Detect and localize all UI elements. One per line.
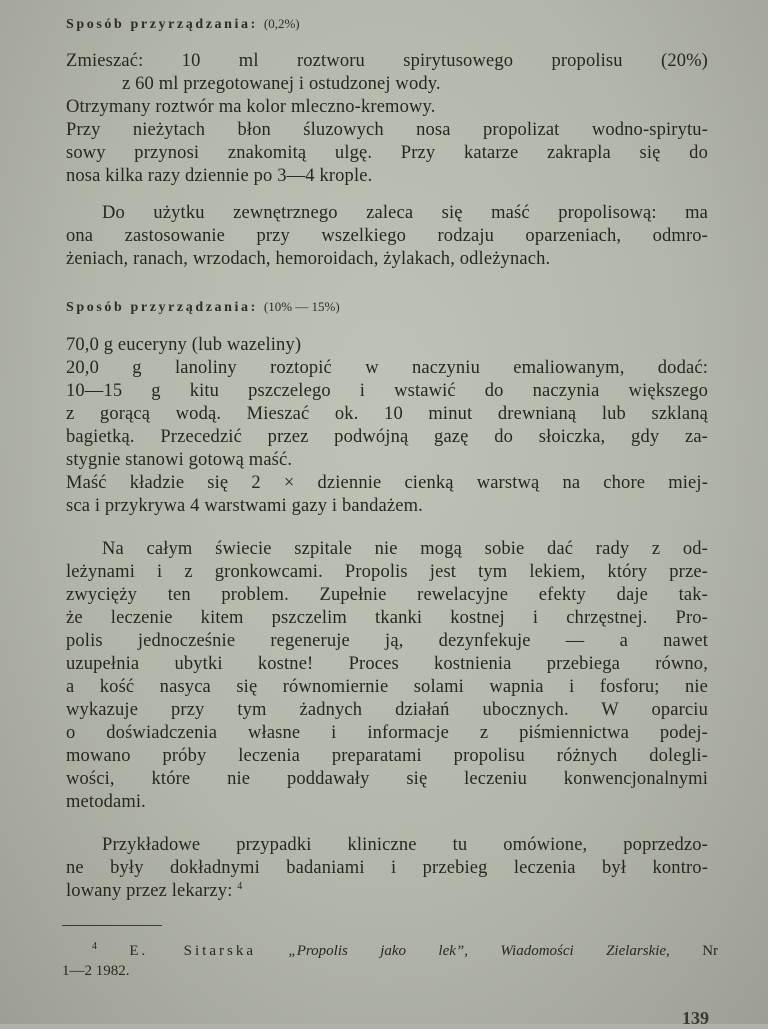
text-line: 10—15 g kitu pszczelego i wstawić do naczynia większego: [66, 381, 708, 401]
text-line: z 60 ml przegotowanej i ostudzonej wody.: [122, 74, 441, 94]
text-line: bagietką. Przecedzić przez podwójną gazę do słoiczka, gdy za-: [66, 427, 708, 447]
text-line: ona zastosowanie przy wszelkiego rodzaju oparzeniach, odmro-: [66, 226, 708, 246]
footnote-mark: 4: [92, 941, 97, 952]
text-line: [66, 880, 708, 903]
footnote-author: E. Sitarska: [129, 943, 256, 959]
text-line: wykazuje przy tym żadnych działań ubocznych. W oparciu: [66, 700, 708, 720]
footnote-nr: Nr: [702, 943, 719, 959]
text-line: a kość nasyca się równomiernie solami wapnia i fosforu; nie: [66, 677, 708, 697]
text-line: stygnie stanowi gotową maść.: [66, 450, 293, 470]
text-line: 70,0 g euceryny (lub wazeliny): [66, 335, 302, 355]
text-line: Otrzymany roztwór ma kolor mleczno-kremowy.: [66, 97, 436, 117]
footnote-issue: 1—2 1982.: [62, 963, 130, 979]
text-line: Przy nieżytach błon śluzowych nosa propolizat wodno-spirytu-: [66, 120, 708, 140]
text-line: leżynami i z gronkowcami. Propolis jest tym lekiem, który prze-: [66, 562, 708, 582]
text-line-content: lowany przez lekarzy:: [66, 881, 233, 901]
recipe-heading-percent: (0,2%): [263, 16, 300, 31]
footnote-divider: [62, 925, 162, 926]
recipe-block-1: [66, 50, 708, 188]
recipe-heading-label: Sposób przyrządzania:: [66, 17, 258, 32]
text-line: że leczenie kitem pszczelim tkanki kostnej i chrzęstnej. Pro-: [66, 608, 708, 628]
footnote-reference: 4: [237, 880, 243, 892]
text-line: mowano próby leczenia preparatami propolisu różnych dolegli-: [66, 746, 708, 766]
text-line: Do użytku zewnętrznego zaleca się maść propolisową: ma: [102, 203, 708, 223]
paragraph-bedsores: [66, 538, 708, 814]
footnote-line: [62, 941, 718, 961]
page-number: 139: [682, 1008, 709, 1028]
recipe-block-2: [66, 334, 708, 518]
recipe-heading-1: [66, 16, 300, 33]
text-line: o doświadczenia własne i informacje z piśmiennictwa podej-: [66, 723, 708, 743]
recipe-heading-percent: (10% — 15%): [263, 299, 340, 314]
text-line: nosa kilka razy dziennie po 3—4 krople.: [66, 166, 373, 186]
recipe-heading-label: Sposób przyrządzania:: [66, 300, 258, 315]
text-line: polis jednocześnie regeneruje ją, dezynfekuje — a nawet: [66, 631, 708, 651]
text-line: wości, które nie poddawały się leczeniu konwencjonalnymi: [66, 769, 708, 789]
paragraph-external-use: [66, 202, 708, 271]
text-line: Zmieszać: 10 ml roztworu spirytusowego propolisu (20%): [66, 51, 708, 71]
footnote: [62, 941, 718, 981]
text-line: uzupełnia ubytki kostne! Proces kostnienia przebiega równo,: [66, 654, 708, 674]
text-line: 20,0 g lanoliny roztopić w naczyniu emaliowanym, dodać:: [66, 358, 708, 378]
text-line: zwycięży ten problem. Zupełnie rewelacyjne efekty daje tak-: [66, 585, 708, 605]
paragraph-clinical-cases: [66, 834, 708, 903]
text-line: z gorącą wodą. Mieszać ok. 10 minut drewnianą lub szklaną: [66, 404, 708, 424]
text-line: Maść kładzie się 2 × dziennie cienką warstwą na chore miej-: [66, 473, 708, 493]
text-line: sca i przykrywa 4 warstwami gazy i bandażem.: [66, 496, 423, 516]
text-line: metodami.: [66, 792, 146, 812]
footnote-journal: Wiadomości Zielarskie,: [500, 943, 670, 959]
footnote-title: „Propolis jako lek”,: [288, 943, 468, 959]
text-line: żeniach, ranach, wrzodach, hemoroidach, żylakach, odleżynach.: [66, 249, 551, 269]
text-line: ne były dokładnymi badaniami i przebieg leczenia był kontro-: [66, 858, 708, 878]
text-line: Przykładowe przypadki kliniczne tu omówione, poprzedzo-: [102, 835, 708, 855]
text-line: Na całym świecie szpitale nie mogą sobie dać rady z od-: [102, 539, 708, 559]
text-line: sowy przynosi znakomitą ulgę. Przy katarze zakrapla się do: [66, 143, 708, 163]
recipe-heading-2: [66, 299, 340, 316]
